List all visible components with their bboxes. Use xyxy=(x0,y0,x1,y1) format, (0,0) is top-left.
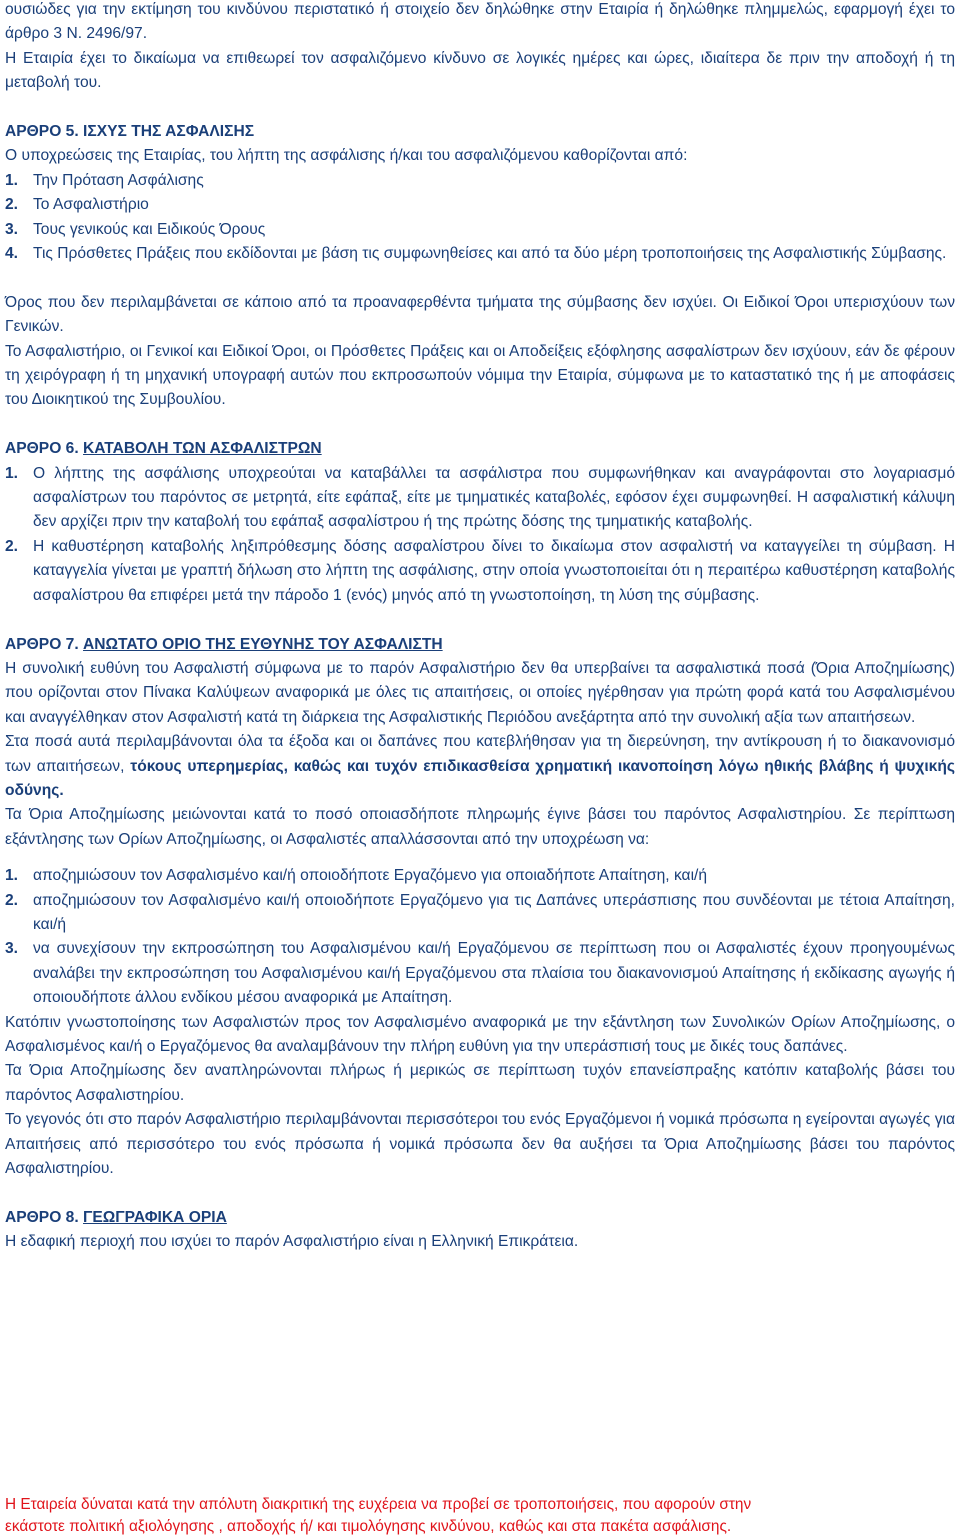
list-number: 2. xyxy=(5,537,19,555)
list-item xyxy=(5,242,955,266)
intro-paragraph-1: ουσιώδες για την εκτίμηση του κινδύνου περιστατικό ή στοιχείο δεν δηλώθηκε στην Εταιρία ή δηλώθηκε πλημμελώς, εφαρμογή έχει το άρθρο 3 Ν. 2496/97. xyxy=(5,1,955,43)
intro-paragraph-2: Η Εταιρία έχει το δικαίωμα να επιθεωρεί τον ασφαλιζόμενο κίνδυνο σε λογικές ημέρες και ώρες, ιδιαίτερα δε πριν την αποδοχή ή τη μεταβολή του. xyxy=(5,49,955,92)
footer-line-2: εκάστοτε πολιτική αξιολόγησης , αποδοχής ή/ και τιμολόγησης κινδύνου, καθώς και στα πακέτα ασφάλισης. xyxy=(5,1518,732,1535)
article-7-title: ΑΝΩΤΑΤΟ ΟΡΙΟ ΤΗΣ ΕΥΘΥΝΗΣ ΤΟΥ ΑΣΦΑΛΙΣΤΗ xyxy=(83,635,443,653)
list-number: 1. xyxy=(5,464,19,482)
article-8-label: ΑΡΘΡΟ 8. xyxy=(5,1208,79,1226)
article-6-heading xyxy=(5,437,955,461)
footer-line-1: Η Εταιρεία δύναται κατά την απόλυτη διακριτική της ευχέρεια να προβεί σε τροποποιήσεις, που αφορούν στην xyxy=(5,1496,752,1513)
list-item xyxy=(5,937,955,1010)
list-number: 2. xyxy=(5,891,19,909)
list-item xyxy=(5,193,955,217)
article-6-list xyxy=(5,462,955,608)
list-item xyxy=(5,169,955,193)
list-number: 1. xyxy=(5,867,19,885)
article-7-paragraph-2-text: Στα ποσά αυτά περιλαμβάνονται όλα τα έξοδα και οι δαπάνες που κατεβλήθησαν για τη διερεύνηση, την αντίκρουση ή το διακανονισμό των απαιτήσεων, xyxy=(5,733,955,775)
article-5-title: ΙΣΧΥΣ ΤΗΣ ΑΣΦΑΛΙΣΗΣ xyxy=(83,123,255,141)
article-7-paragraph-1: Η συνολική ευθύνη του Ασφαλιστή σύμφωνα με το παρόν Ασφαλιστήριο δεν θα υπερβαίνει τα ασφαλιστικά ποσά (Όρια Αποζημίωσης) που ορίζονται στον Πίνακα Καλύψεων αναφορικά με όλες τις απαιτήσεις, οι οποίες ηγέρθησαν για πρώτη φορά κατά του Ασφαλισμένου και αναγγέλθηκαν στον Ασφαλιστή κατά τη διάρκεια της Ασφαλιστικής Περιόδου ανεξάρτητα από την συνολική αξία των απαιτήσεων. xyxy=(5,659,955,726)
list-text: αποζημιώσουν τον Ασφαλισμένο και/ή οποιοδήποτε Εργαζόμενο για τις Δαπάνες υπεράσπισης που συνδέονται με τέτοια Απαίτηση, και/ή xyxy=(33,891,955,933)
article-8-title: ΓΕΩΓΡΑΦΙΚΑ ΟΡΙΑ xyxy=(83,1208,227,1226)
article-7-paragraph-4: Κατόπιν γνωστοποίησης των Ασφαλιστών προς τον Ασφαλισμένο αναφορικά με την εξάντληση των Συνολικών Ορίων Αποζημίωσης, ο Ασφαλισμένος και/ή ο Εργαζόμενος θα αναλαμβάνουν την πλήρη ευθύνη για την υπεράσπισή τους με δικές τους δαπάνες. xyxy=(5,1013,955,1055)
article-5-paragraph-2: Το Ασφαλιστήριο, οι Γενικοί και Ειδικοί Όροι, οι Πρόσθετες Πράξεις και οι Αποδείξεις εξόφλησης ασφαλίστρων δεν ισχύουν, εάν δε φέρουν τη χειρόγραφη ή τη μηχανική υπογραφή αυτών που εκπροσωπούν νόμιμα την Εταιρία, σύμφωνα με το καταστατικό της ή με αποφάσεις του Διοικητικού της Συμβουλίου. xyxy=(5,342,955,409)
list-number: 3. xyxy=(5,220,19,238)
list-text: Τους γενικούς και Ειδικούς Όρους xyxy=(33,220,266,238)
article-7-paragraph-5: Τα Όρια Αποζημίωσης δεν αναπληρώνονται πλήρως ή μερικώς σε περίπτωση τυχόν επανείσπραξης κατόπιν καταβολής βάσει του παρόντος Ασφαλιστηρίου. xyxy=(5,1062,955,1104)
article-5-list xyxy=(5,169,955,267)
list-item xyxy=(5,218,955,242)
article-5-intro: Ο υποχρεώσεις της Εταιρίας, του λήπτη της ασφάλισης ή/και του ασφαλιζόμενου καθορίζονται από: xyxy=(5,147,688,165)
list-text: να συνεχίσουν την εκπροσώπηση του Ασφαλισμένου και/ή Εργαζόμενου σε περίπτωση που οι Ασφαλιστές έχουν προηγουμένως αναλάβει την εκπροσώπηση του Ασφαλισμένου και/ή Εργαζόμενου στα πλαίσια του διακανονισμού Απαίτησης ή εκδίκασης αγωγής ή οποιουδήποτε άλλου ενδίκου μέσου αναφορικά με Απαίτηση. xyxy=(33,940,955,1007)
list-number: 3. xyxy=(5,940,19,958)
list-number: 4. xyxy=(5,245,19,263)
document-body xyxy=(5,0,955,1255)
article-8-paragraph-1: Η εδαφική περιοχή που ισχύει το παρόν Ασφαλιστήριο είναι η Ελληνική Επικράτεια. xyxy=(5,1233,579,1251)
article-7-paragraph-6: Το γεγονός ότι στο παρόν Ασφαλιστήριο περιλαμβάνονται περισσότεροι του ενός Εργαζόμενοι ή νομικά πρόσωπα η εγείρονται αγωγές για Απαιτήσεις από περισσότερο του ενός πρόσωπα ή νομικά πρόσωπα δεν θα αυξήσει τα Όρια Αποζημίωσης βάσει του παρόντος Ασφαλιστηρίου. xyxy=(5,1111,955,1178)
list-text: αποζημιώσουν τον Ασφαλισμένο και/ή οποιοδήποτε Εργαζόμενο για οποιαδήποτε Απαίτηση, και/ή xyxy=(33,867,708,885)
list-item xyxy=(5,535,955,608)
article-7-paragraph-2-bold: τόκους υπερημερίας, καθώς και τυχόν επιδικασθείσα χρηματική ικανοποίηση λόγω ηθικής βλάβης ή ψυχικής οδύνης. xyxy=(5,757,955,799)
article-6-title: ΚΑΤΑΒΟΛΗ ΤΩΝ ΑΣΦΑΛΙΣΤΡΩΝ xyxy=(83,440,322,458)
list-text: Την Πρόταση Ασφάλισης xyxy=(33,171,204,189)
article-5-label: ΑΡΘΡΟ 5. xyxy=(5,123,79,141)
article-7-label: ΑΡΘΡΟ 7. xyxy=(5,635,79,653)
footer-note xyxy=(5,1494,955,1538)
article-7-paragraph-2 xyxy=(5,730,955,803)
article-8-heading xyxy=(5,1206,955,1230)
list-text: Τις Πρόσθετες Πράξεις που εκδίδονται με βάση τις συμφωνηθείσες και από τα δύο μέρη τροποποιήσεις της Ασφαλιστικής Σύμβασης. xyxy=(33,245,947,263)
list-item xyxy=(5,889,955,938)
article-7-list xyxy=(5,864,955,1010)
list-number: 2. xyxy=(5,196,19,214)
article-5-paragraph-1: Όρος που δεν περιλαμβάνεται σε κάποιο από τα προαναφερθέντα τμήματα της σύμβασης δεν ισχύει. Οι Ειδικοί Όροι υπερισχύουν των Γενικών. xyxy=(5,293,955,336)
article-5-heading xyxy=(5,120,955,144)
list-item xyxy=(5,864,955,888)
article-6-label: ΑΡΘΡΟ 6. xyxy=(5,440,79,458)
list-text: Το Ασφαλιστήριο xyxy=(33,196,149,214)
list-item xyxy=(5,462,955,535)
list-text: Η καθυστέρηση καταβολής ληξιπρόθεσμης δόσης ασφαλίστρου δίνει το δικαίωμα στον ασφαλιστή να καταγγείλει τη σύμβαση. Η καταγγελία γίνεται με γραπτή δήλωση στο λήπτη της ασφάλισης, στην οποία γνωστοποιείται ότι η περαιτέρω καθυστέρηση καταβολής ασφαλίστρου θα επιφέρει μετά την πάροδο 1 (ενός) μηνός από τη γνωστοποίηση, τη λύση της σύμβασης. xyxy=(33,537,955,604)
list-text: Ο λήπτης της ασφάλισης υποχρεούται να καταβάλλει τα ασφάλιστρα που συμφωνήθηκαν και αναγράφονται στο λογαριασμό ασφαλίστρων του παρόντος σε μετρητά, είτε εφάπαξ, είτε με τμηματικές καταβολές, εφόσον έχει συμφωνηθεί. Η ασφαλιστική κάλυψη δεν αρχίζει πριν την καταβολή του εφάπαξ ασφαλίστρου ή της πρώτης δόσης της τμηματικής καταβολής. xyxy=(33,464,955,531)
article-7-heading xyxy=(5,633,955,657)
list-number: 1. xyxy=(5,171,19,189)
article-7-paragraph-3: Τα Όρια Αποζημίωσης μειώνονται κατά το ποσό οποιασδήποτε πληρωμής έγινε βάσει του παρόντος Ασφαλιστηρίου. Σε περίπτωση εξάντλησης των Ορίων Αποζημίωσης, οι Ασφαλιστές απαλλάσσονται από την υποχρέωση να: xyxy=(5,806,955,848)
